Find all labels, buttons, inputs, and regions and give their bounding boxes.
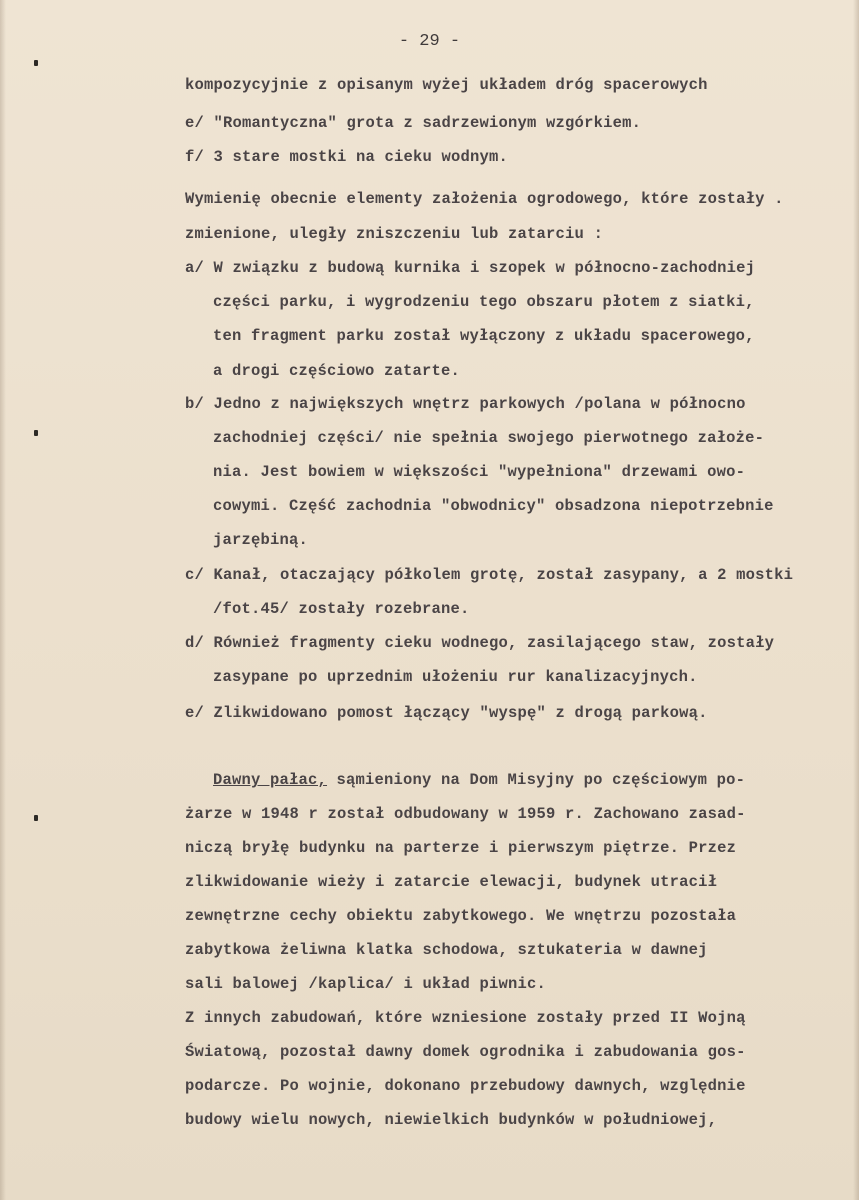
- text-line: cowymi. Część zachodnia "obwodnicy" obsadzona niepotrzebnie: [213, 497, 774, 515]
- text-line: zmienione, uległy zniszczeniu lub zatarciu :: [185, 225, 604, 243]
- text-line: f/ 3 stare mostki na cieku wodnym.: [185, 148, 509, 166]
- page-edge-shadow-right: [853, 0, 859, 1200]
- text-line: Wymienię obecnie elementy założenia ogrodowego, które zostały .: [185, 190, 784, 208]
- punch-hole-mark: [34, 60, 38, 66]
- text-line: zasypane po uprzednim ułożeniu rur kanalizacyjnych.: [213, 668, 698, 686]
- text-line: c/ Kanał, otaczający półkolem grotę, został zasypany, a 2 mostki: [185, 566, 794, 584]
- text-line: zachodniej części/ nie spełnia swojego pierwotnego założe-: [213, 429, 765, 447]
- text-line: zlikwidowanie wieży i zatarcie elewacji, budynek utracił: [185, 873, 718, 891]
- punch-hole-mark: [34, 815, 38, 821]
- text-line: a drogi częściowo zatarte.: [213, 362, 461, 380]
- text-line-with-heading: [213, 771, 745, 789]
- text-line: sąmieniony na Dom Misyjny po częściowym po-: [327, 771, 746, 789]
- text-line: e/ "Romantyczna" grota z sadrzewionym wzgórkiem.: [185, 114, 642, 132]
- text-line: b/ Jedno z największych wnętrz parkowych /polana w północno: [185, 395, 746, 413]
- text-line: Światową, pozostał dawny domek ogrodnika i zabudowania gos-: [185, 1043, 746, 1061]
- text-line: kompozycyjnie z opisanym wyżej układem dróg spacerowych: [185, 76, 708, 94]
- page-edge-shadow-left: [0, 0, 6, 1200]
- text-line: jarzębiną.: [213, 531, 309, 549]
- text-line: żarze w 1948 r został odbudowany w 1959 r. Zachowano zasad-: [185, 805, 746, 823]
- text-line: d/ Również fragmenty cieku wodnego, zasilającego staw, zostały: [185, 634, 775, 652]
- text-line: części parku, i wygrodzeniu tego obszaru płotem z siatki,: [213, 293, 755, 311]
- text-line: e/ Zlikwidowano pomost łączący "wyspę" z drogą parkową.: [185, 704, 708, 722]
- text-line: ten fragment parku został wyłączony z układu spacerowego,: [213, 327, 755, 345]
- text-line: zewnętrzne cechy obiektu zabytkowego. We wnętrzu pozostała: [185, 907, 737, 925]
- text-line: a/ W związku z budową kurnika i szopek w północno-zachodniej: [185, 259, 756, 277]
- underlined-heading: Dawny pałac,: [213, 771, 328, 789]
- text-line: niczą bryłę budynku na parterze i pierwszym piętrze. Przez: [185, 839, 737, 857]
- text-line: /fot.45/ zostały rozebrane.: [213, 600, 470, 618]
- punch-hole-mark: [34, 430, 38, 436]
- text-line: zabytkowa żeliwna klatka schodowa, sztukateria w dawnej: [185, 941, 708, 959]
- text-line: budowy wielu nowych, niewielkich budynków w południowej,: [185, 1111, 718, 1129]
- text-line: sali balowej /kaplica/ i układ piwnic.: [185, 975, 547, 993]
- text-line: nia. Jest bowiem w większości "wypełniona" drzewami owo-: [213, 463, 746, 481]
- text-line: podarcze. Po wojnie, dokonano przebudowy dawnych, względnie: [185, 1077, 746, 1095]
- text-line: Z innych zabudowań, które wzniesione zostały przed II Wojną: [185, 1009, 746, 1027]
- page-number: - 29 -: [398, 32, 461, 51]
